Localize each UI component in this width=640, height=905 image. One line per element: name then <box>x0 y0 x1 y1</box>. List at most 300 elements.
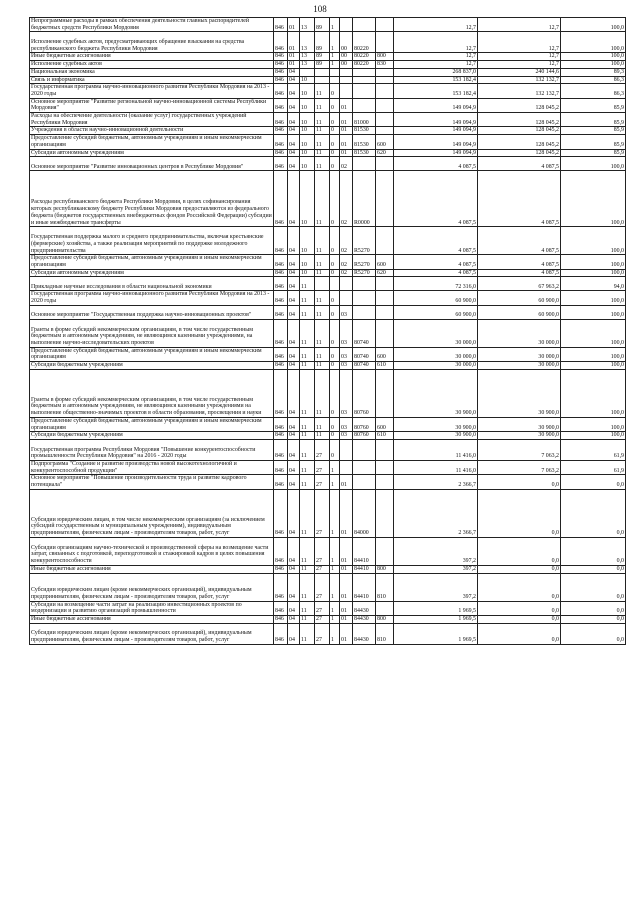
budget-table <box>29 17 626 645</box>
subsection-code: 11 <box>300 291 315 305</box>
subprogram-code: 0 <box>330 113 340 127</box>
subprogram-code: 0 <box>330 84 340 98</box>
actual-amount: 0,0 <box>478 537 561 565</box>
event-code: 03 <box>340 362 353 370</box>
planned-amount: 4 087,5 <box>394 269 478 277</box>
execution-percent: 0,0 <box>561 489 626 537</box>
planned-amount: 1 969,5 <box>394 601 478 615</box>
table-row <box>30 439 626 460</box>
execution-percent: 100,0 <box>561 362 626 370</box>
row-name: Прикладные научные исследования в области национальной экономики <box>30 277 274 291</box>
direction-code <box>353 68 376 76</box>
program-code: 27 <box>315 475 330 489</box>
planned-amount: 60 900,0 <box>394 305 478 319</box>
event-code: 03 <box>340 432 353 440</box>
event-code: 01 <box>340 573 353 601</box>
subprogram-code: 1 <box>330 573 340 601</box>
subprogram-code: 1 <box>330 623 340 644</box>
admin-code: 846 <box>274 319 288 347</box>
event-code: 02 <box>340 255 353 269</box>
program-code: 11 <box>315 319 330 347</box>
section-code: 04 <box>288 347 300 361</box>
subsection-code: 10 <box>300 113 315 127</box>
section-code: 04 <box>288 475 300 489</box>
subprogram-code: 0 <box>330 291 340 305</box>
event-code <box>340 84 353 98</box>
actual-amount: 240 144,6 <box>478 68 561 76</box>
admin-code: 846 <box>274 347 288 361</box>
section-code: 04 <box>288 601 300 615</box>
planned-amount: 12,7 <box>394 61 478 69</box>
row-name: Субсидии автономным учреждениям <box>30 269 274 277</box>
subprogram-code: 1 <box>330 53 340 61</box>
subsection-code: 11 <box>300 305 315 319</box>
table-row <box>30 269 626 277</box>
expense-type-code <box>376 127 394 135</box>
subsection-code <box>300 68 315 76</box>
event-code: 00 <box>340 61 353 69</box>
row-name: Субсидии на возмещение части затрат на реализацию инвестиционных проектов по модернизации и развитию организаций промышленности <box>30 601 274 615</box>
program-code: 27 <box>315 623 330 644</box>
subsection-code: 11 <box>300 573 315 601</box>
row-name: Государственная программа Республики Мордовия "Повышение конкурентоспособности промышленности Республики Мордовия" на 2016 - 2020 годы <box>30 439 274 460</box>
execution-percent: 0,0 <box>561 475 626 489</box>
table-row <box>30 18 626 32</box>
subprogram-code: 0 <box>330 369 340 417</box>
execution-percent: 100,0 <box>561 18 626 32</box>
direction-code: R5270 <box>353 269 376 277</box>
subsection-code: 10 <box>300 149 315 157</box>
subprogram-code <box>330 76 340 84</box>
execution-percent: 100,0 <box>561 255 626 269</box>
admin-code: 846 <box>274 157 288 171</box>
event-code: 00 <box>340 32 353 53</box>
program-code: 27 <box>315 537 330 565</box>
direction-code: 80760 <box>353 417 376 431</box>
expense-type-code <box>376 475 394 489</box>
direction-code: 80740 <box>353 347 376 361</box>
admin-code: 846 <box>274 135 288 149</box>
section-code: 04 <box>288 489 300 537</box>
execution-percent: 100,0 <box>561 291 626 305</box>
row-name: Учреждения в области научно-инновационной деятельности <box>30 127 274 135</box>
expense-type-code <box>376 439 394 460</box>
direction-code: 80760 <box>353 432 376 440</box>
admin-code: 846 <box>274 565 288 573</box>
planned-amount: 4 087,5 <box>394 255 478 269</box>
section-code: 04 <box>288 305 300 319</box>
direction-code: 84410 <box>353 565 376 573</box>
admin-code: 846 <box>274 432 288 440</box>
direction-code: 80740 <box>353 362 376 370</box>
direction-code: 84430 <box>353 623 376 644</box>
expense-type-code <box>376 84 394 98</box>
subsection-code: 10 <box>300 84 315 98</box>
planned-amount: 11 416,0 <box>394 439 478 460</box>
expense-type-code <box>376 369 394 417</box>
actual-amount: 30 900,0 <box>478 417 561 431</box>
event-code: 01 <box>340 623 353 644</box>
section-code: 01 <box>288 53 300 61</box>
planned-amount: 397,2 <box>394 537 478 565</box>
section-code: 04 <box>288 135 300 149</box>
event-code: 03 <box>340 369 353 417</box>
section-code: 04 <box>288 277 300 291</box>
table-row <box>30 127 626 135</box>
actual-amount: 4 087,5 <box>478 269 561 277</box>
program-code: 11 <box>315 171 330 227</box>
execution-percent: 0,0 <box>561 623 626 644</box>
program-code: 11 <box>315 291 330 305</box>
event-code: 01 <box>340 127 353 135</box>
subsection-code: 11 <box>300 347 315 361</box>
section-code: 04 <box>288 565 300 573</box>
subprogram-code: 0 <box>330 255 340 269</box>
section-code: 01 <box>288 18 300 32</box>
row-name: Основное мероприятие "Повышение производительности труда и развитие кадрового потенциала" <box>30 475 274 489</box>
row-name: Расходы на обеспечение деятельности (оказание услуг) государственных учреждений Республики Мордовия <box>30 113 274 127</box>
table-row <box>30 460 626 474</box>
admin-code: 846 <box>274 362 288 370</box>
table-row <box>30 305 626 319</box>
actual-amount: 4 087,5 <box>478 157 561 171</box>
row-name: Подпрограмма "Создание и развитие производства новой высокотехнологичной и конкурентоспособной продукции" <box>30 460 274 474</box>
event-code: 03 <box>340 305 353 319</box>
table-row <box>30 157 626 171</box>
section-code: 04 <box>288 157 300 171</box>
subprogram-code: 0 <box>330 305 340 319</box>
expense-type-code: 600 <box>376 255 394 269</box>
table-row <box>30 369 626 417</box>
section-code: 04 <box>288 623 300 644</box>
admin-code: 846 <box>274 18 288 32</box>
direction-code <box>353 84 376 98</box>
actual-amount: 67 963,2 <box>478 277 561 291</box>
event-code: 01 <box>340 537 353 565</box>
planned-amount: 1 969,5 <box>394 615 478 623</box>
planned-amount: 268 837,0 <box>394 68 478 76</box>
admin-code: 846 <box>274 68 288 76</box>
planned-amount: 149 094,9 <box>394 98 478 112</box>
planned-amount: 4 087,5 <box>394 171 478 227</box>
event-code: 01 <box>340 565 353 573</box>
section-code: 04 <box>288 76 300 84</box>
actual-amount: 7 063,2 <box>478 439 561 460</box>
actual-amount: 0,0 <box>478 615 561 623</box>
section-code: 04 <box>288 417 300 431</box>
row-name: Расходы республиканского бюджета Республики Мордовия, в целях софинансирования которых республиканскому бюджету Республики Мордовия предоставляются из федерального бюджета (бюджетов государственных внебюджетных фондов Российской Федерации) субсидии и иные межбюджетные трансферты <box>30 171 274 227</box>
row-name: Государственная программа научно-инновационного развития Республики Мордовия на 2013 - 2020 годы <box>30 84 274 98</box>
event-code: 01 <box>340 98 353 112</box>
actual-amount: 4 087,5 <box>478 227 561 255</box>
planned-amount: 2 366,7 <box>394 475 478 489</box>
actual-amount: 7 063,2 <box>478 460 561 474</box>
subprogram-code: 1 <box>330 18 340 32</box>
subsection-code: 11 <box>300 623 315 644</box>
expense-type-code <box>376 98 394 112</box>
actual-amount: 4 087,5 <box>478 171 561 227</box>
event-code: 01 <box>340 149 353 157</box>
execution-percent: 100,0 <box>561 417 626 431</box>
row-name: Основное мероприятие "Развитие инновационных центров в Республике Мордовия" <box>30 157 274 171</box>
event-code: 01 <box>340 601 353 615</box>
planned-amount: 4 087,5 <box>394 227 478 255</box>
actual-amount: 0,0 <box>478 601 561 615</box>
actual-amount: 128 045,2 <box>478 135 561 149</box>
section-code: 04 <box>288 319 300 347</box>
direction-code <box>353 76 376 84</box>
subsection-code: 11 <box>300 565 315 573</box>
planned-amount: 149 094,9 <box>394 127 478 135</box>
table-row <box>30 227 626 255</box>
actual-amount: 30 000,0 <box>478 319 561 347</box>
section-code: 04 <box>288 362 300 370</box>
event-code: 01 <box>340 113 353 127</box>
admin-code: 846 <box>274 369 288 417</box>
expense-type-code <box>376 601 394 615</box>
row-name: Основное мероприятие "Развитие региональной научно-инновационной системы Республики Мордовия" <box>30 98 274 112</box>
program-code: 27 <box>315 439 330 460</box>
execution-percent: 100,0 <box>561 347 626 361</box>
subsection-code: 13 <box>300 61 315 69</box>
subsection-code: 11 <box>300 537 315 565</box>
table-row <box>30 149 626 157</box>
budget-table-body <box>30 18 626 645</box>
planned-amount: 2 366,7 <box>394 489 478 537</box>
expense-type-code <box>376 18 394 32</box>
subprogram-code: 1 <box>330 601 340 615</box>
section-code: 04 <box>288 84 300 98</box>
event-code: 01 <box>340 135 353 149</box>
expense-type-code <box>376 113 394 127</box>
row-name: Связь и информатика <box>30 76 274 84</box>
admin-code: 846 <box>274 623 288 644</box>
section-code: 04 <box>288 369 300 417</box>
actual-amount: 30 000,0 <box>478 347 561 361</box>
section-code: 04 <box>288 432 300 440</box>
actual-amount: 128 045,2 <box>478 127 561 135</box>
actual-amount: 0,0 <box>478 475 561 489</box>
section-code: 01 <box>288 32 300 53</box>
event-code: 02 <box>340 269 353 277</box>
table-row <box>30 475 626 489</box>
subprogram-code: 1 <box>330 565 340 573</box>
section-code: 04 <box>288 269 300 277</box>
event-code: 01 <box>340 489 353 537</box>
direction-code <box>353 277 376 291</box>
table-row <box>30 489 626 537</box>
admin-code: 846 <box>274 489 288 537</box>
actual-amount: 30 000,0 <box>478 362 561 370</box>
row-name: Субсидии юридическим лицам, в том числе некоммерческим организациям (за исключением субсидий государственным и муниципальным учреждениям), индивидуальным предпринимателям, физическим лицам - производителям товаров, работ, услуг <box>30 489 274 537</box>
subprogram-code: 0 <box>330 439 340 460</box>
expense-type-code <box>376 537 394 565</box>
subsection-code: 11 <box>300 362 315 370</box>
program-code: 11 <box>315 127 330 135</box>
subprogram-code: 0 <box>330 362 340 370</box>
admin-code: 846 <box>274 61 288 69</box>
execution-percent: 0,0 <box>561 537 626 565</box>
table-row <box>30 319 626 347</box>
direction-code <box>353 305 376 319</box>
row-name: Субсидии юридическим лицам (кроме некоммерческих организаций), индивидуальным предпринимателям, физическим лицам - производителям товаров, работ, услуг <box>30 623 274 644</box>
section-code: 04 <box>288 573 300 601</box>
subprogram-code: 0 <box>330 149 340 157</box>
event-code <box>340 460 353 474</box>
direction-code: R5270 <box>353 255 376 269</box>
direction-code <box>353 475 376 489</box>
direction-code: 84430 <box>353 615 376 623</box>
expense-type-code: 600 <box>376 135 394 149</box>
planned-amount: 12,7 <box>394 32 478 53</box>
execution-percent: 86,3 <box>561 84 626 98</box>
admin-code: 846 <box>274 439 288 460</box>
execution-percent: 100,0 <box>561 369 626 417</box>
actual-amount: 132 132,7 <box>478 84 561 98</box>
row-name: Предоставление субсидий бюджетным, автономным учреждениям и иным некоммерческим организациям <box>30 347 274 361</box>
direction-code: 80760 <box>353 369 376 417</box>
program-code: 11 <box>315 98 330 112</box>
admin-code: 846 <box>274 305 288 319</box>
admin-code: 846 <box>274 615 288 623</box>
row-name: Государственная программа научно-инновационного развития Республики Мордовия на 2013 - 2020 годы <box>30 291 274 305</box>
program-code: 11 <box>315 227 330 255</box>
table-row <box>30 291 626 305</box>
execution-percent: 89,3 <box>561 68 626 76</box>
table-row <box>30 432 626 440</box>
actual-amount: 60 900,0 <box>478 305 561 319</box>
admin-code: 846 <box>274 32 288 53</box>
admin-code: 846 <box>274 537 288 565</box>
execution-percent: 100,0 <box>561 319 626 347</box>
program-code: 27 <box>315 489 330 537</box>
expense-type-code: 620 <box>376 269 394 277</box>
table-row <box>30 565 626 573</box>
page-number: 108 <box>313 4 327 14</box>
subprogram-code: 0 <box>330 127 340 135</box>
program-code: 89 <box>315 18 330 32</box>
admin-code: 846 <box>274 460 288 474</box>
table-row <box>30 615 626 623</box>
direction-code: R0000 <box>353 171 376 227</box>
actual-amount: 128 045,2 <box>478 113 561 127</box>
table-row <box>30 61 626 69</box>
admin-code: 846 <box>274 98 288 112</box>
event-code: 02 <box>340 171 353 227</box>
event-code: 03 <box>340 347 353 361</box>
subsection-code: 13 <box>300 32 315 53</box>
actual-amount: 128 045,2 <box>478 98 561 112</box>
table-row <box>30 255 626 269</box>
expense-type-code <box>376 291 394 305</box>
table-row <box>30 135 626 149</box>
row-name: Гранты в форме субсидий некоммерческим организациям, в том числе государственным бюджетным и автономным учреждениям, не являющимся казенными учреждениями на выполнение общественно-значимых проектов в области образования, просвещения и науки <box>30 369 274 417</box>
planned-amount: 149 094,9 <box>394 149 478 157</box>
subsection-code: 10 <box>300 157 315 171</box>
row-name: Предоставление субсидий бюджетным, автономным учреждениям и иным некоммерческим организациям <box>30 255 274 269</box>
section-code: 04 <box>288 98 300 112</box>
event-code <box>340 291 353 305</box>
program-code: 27 <box>315 615 330 623</box>
planned-amount: 397,2 <box>394 573 478 601</box>
event-code <box>340 76 353 84</box>
program-code: 27 <box>315 573 330 601</box>
event-code: 01 <box>340 475 353 489</box>
subsection-code: 11 <box>300 475 315 489</box>
admin-code: 846 <box>274 113 288 127</box>
program-code: 11 <box>315 417 330 431</box>
subsection-code: 10 <box>300 127 315 135</box>
section-code: 04 <box>288 460 300 474</box>
direction-code <box>353 439 376 460</box>
execution-percent: 100,0 <box>561 171 626 227</box>
subsection-code: 13 <box>300 53 315 61</box>
row-name: Иные бюджетные ассигнования <box>30 53 274 61</box>
admin-code: 846 <box>274 53 288 61</box>
direction-code <box>353 18 376 32</box>
subprogram-code: 1 <box>330 489 340 537</box>
program-code: 11 <box>315 305 330 319</box>
planned-amount: 60 900,0 <box>394 291 478 305</box>
subprogram-code: 0 <box>330 347 340 361</box>
actual-amount: 12,7 <box>478 18 561 32</box>
table-row <box>30 417 626 431</box>
direction-code: 81530 <box>353 135 376 149</box>
planned-amount: 12,7 <box>394 53 478 61</box>
subprogram-code: 0 <box>330 227 340 255</box>
subsection-code: 10 <box>300 269 315 277</box>
program-code: 11 <box>315 84 330 98</box>
subsection-code: 11 <box>300 489 315 537</box>
expense-type-code: 610 <box>376 362 394 370</box>
subprogram-code <box>330 277 340 291</box>
expense-type-code <box>376 305 394 319</box>
subprogram-code: 0 <box>330 171 340 227</box>
subsection-code: 11 <box>300 601 315 615</box>
execution-percent: 0,0 <box>561 573 626 601</box>
table-row <box>30 601 626 615</box>
section-code: 04 <box>288 291 300 305</box>
execution-percent: 0,0 <box>561 615 626 623</box>
expense-type-code: 810 <box>376 623 394 644</box>
subprogram-code: 1 <box>330 32 340 53</box>
section-code: 04 <box>288 113 300 127</box>
execution-percent: 86,3 <box>561 76 626 84</box>
planned-amount: 30 000,0 <box>394 319 478 347</box>
execution-percent: 61,9 <box>561 439 626 460</box>
table-row <box>30 362 626 370</box>
subsection-code: 11 <box>300 277 315 291</box>
expense-type-code: 800 <box>376 565 394 573</box>
subprogram-code: 0 <box>330 417 340 431</box>
subsection-code: 10 <box>300 135 315 149</box>
section-code: 04 <box>288 439 300 460</box>
subprogram-code: 1 <box>330 460 340 474</box>
expense-type-code <box>376 32 394 53</box>
row-name: Иные бюджетные ассигнования <box>30 565 274 573</box>
section-code: 04 <box>288 255 300 269</box>
execution-percent: 100,0 <box>561 432 626 440</box>
expense-type-code: 600 <box>376 417 394 431</box>
program-code: 27 <box>315 460 330 474</box>
subprogram-code <box>330 68 340 76</box>
subprogram-code: 1 <box>330 615 340 623</box>
actual-amount: 12,7 <box>478 61 561 69</box>
planned-amount: 12,7 <box>394 18 478 32</box>
table-row <box>30 277 626 291</box>
subsection-code: 11 <box>300 432 315 440</box>
table-row <box>30 113 626 127</box>
